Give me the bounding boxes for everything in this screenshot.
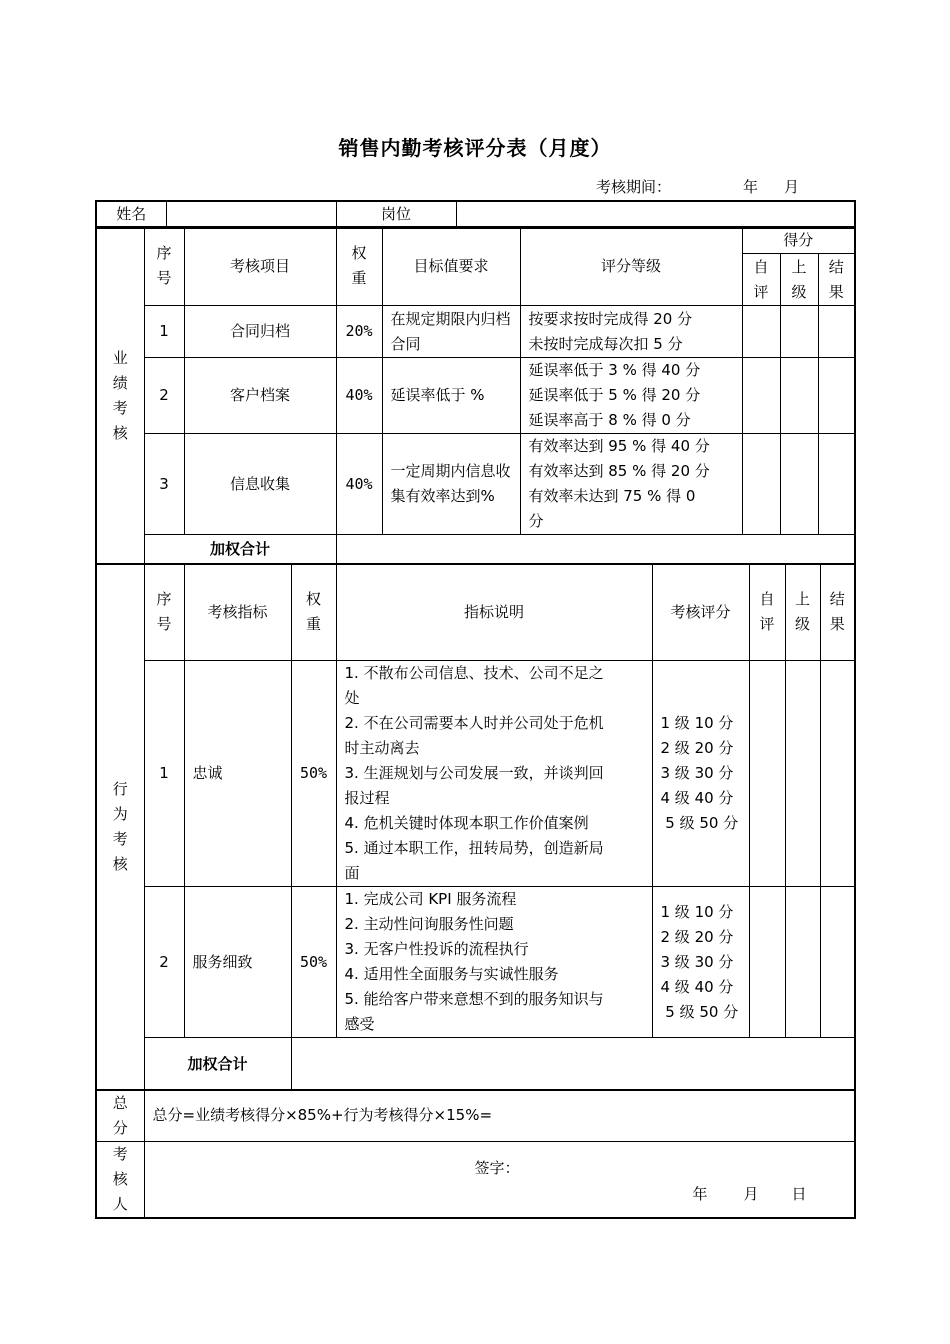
beh-result-cell[interactable] (820, 661, 855, 887)
assessment-period (596, 176, 799, 197)
beh-weight: 50% (291, 887, 336, 1038)
grade-line: 1 级 10 分 (660, 714, 734, 732)
sign-date-day: 日 (791, 1185, 807, 1203)
perf-col-weight-text: 权重 (351, 244, 367, 287)
grade-line: 按要求按时完成得 20 分 (528, 309, 693, 328)
desc-line: 5. 通过本职工作，扭转局势，创造新局 (344, 839, 604, 857)
header-table (95, 200, 856, 229)
grade-line: 1 级 10 分 (660, 902, 734, 921)
beh-item: 忠诚 (184, 661, 291, 887)
total-score-label-text: 总分 (112, 1093, 128, 1137)
beh-col-result (820, 564, 855, 661)
grade-line: 3 级 30 分 (660, 764, 734, 782)
perf-sup-cell[interactable] (780, 306, 818, 358)
performance-section-label (96, 227, 144, 565)
grade-line: 有效率达到 85 % 得 20 分 (528, 462, 710, 480)
reviewer-label-text: 考核人 (112, 1145, 128, 1213)
perf-grade (520, 434, 742, 535)
perf-self-cell[interactable] (742, 434, 780, 535)
table-row (96, 434, 855, 535)
perf-seq: 1 (144, 306, 184, 358)
sign-label: 签字： (474, 1159, 520, 1177)
perf-target: 在规定期限内归档合同 (382, 306, 520, 358)
grade-line: 2 级 20 分 (660, 739, 734, 757)
perf-col-weight (336, 227, 382, 306)
desc-line: 报过程 (344, 789, 390, 807)
perf-col-target: 目标值要求 (382, 227, 520, 306)
perf-result-cell[interactable] (818, 306, 855, 358)
desc-line: 2. 不在公司需要本人时并公司处于危机 (344, 714, 604, 732)
grade-line: 未按时完成每次扣 5 分 (528, 334, 683, 353)
desc-line: 2. 主动性问询服务性问题 (344, 915, 514, 933)
beh-seq: 1 (144, 661, 184, 887)
perf-target: 延误率低于 % (382, 358, 520, 434)
perf-item: 客户档案 (184, 358, 336, 434)
page-title: 销售内勤考核评分表（月度） (338, 136, 612, 160)
desc-line: 时主动离去 (344, 739, 420, 757)
grade-line: 4 级 40 分 (660, 977, 734, 996)
perf-self-cell[interactable] (742, 306, 780, 358)
table-row (96, 887, 855, 1038)
perf-weight: 40% (336, 434, 382, 535)
table-row (96, 661, 855, 887)
desc-line: 处 (344, 689, 360, 707)
beh-grade (652, 887, 749, 1038)
beh-col-sup-text: 上级 (794, 590, 810, 633)
period-label: 考核期间： (596, 178, 672, 196)
total-score-formula: 总分=业绩考核得分×85%+行为考核得分×15%= (144, 1090, 855, 1142)
beh-self-cell[interactable] (749, 661, 785, 887)
grade-line: 5 级 50 分 (660, 814, 739, 832)
perf-grade (520, 358, 742, 434)
behavior-table (95, 563, 856, 1091)
perf-col-grade: 评分等级 (520, 227, 742, 306)
beh-result-cell[interactable] (820, 887, 855, 1038)
beh-self-cell[interactable] (749, 887, 785, 1038)
beh-col-desc: 指标说明 (336, 564, 652, 661)
beh-col-self (749, 564, 785, 661)
desc-line: 感受 (344, 1015, 375, 1033)
perf-total-cell[interactable] (336, 535, 855, 565)
perf-col-self-text: 自评 (753, 257, 769, 301)
perf-result-cell[interactable] (818, 358, 855, 434)
perf-sup-cell[interactable] (780, 358, 818, 434)
desc-line: 3. 无客户性投诉的流程执行 (344, 940, 529, 958)
desc-line: 4. 危机关键时体现本职工作价值案例 (344, 814, 589, 832)
perf-col-seq (144, 227, 184, 306)
perf-result-cell[interactable] (818, 434, 855, 535)
perf-item: 信息收集 (184, 434, 336, 535)
sign-date (693, 1182, 807, 1207)
perf-self-cell[interactable] (742, 358, 780, 434)
post-label: 岗位 (336, 201, 456, 228)
beh-desc (336, 887, 652, 1038)
perf-col-sup-text: 上级 (791, 257, 807, 301)
beh-seq: 2 (144, 887, 184, 1038)
performance-section-text: 业绩考核 (112, 348, 128, 442)
perf-col-score: 得分 (742, 227, 855, 254)
table-row (96, 306, 855, 358)
grade-line: 有效率未达到 75 % 得 0 (528, 487, 696, 505)
post-field[interactable] (456, 201, 855, 228)
perf-col-seq-text: 序号 (156, 244, 172, 287)
perf-total-label: 加权合计 (144, 535, 336, 565)
perf-col-self (742, 254, 780, 306)
beh-col-sup (785, 564, 820, 661)
perf-seq: 3 (144, 434, 184, 535)
table-row (96, 358, 855, 434)
summary-table (95, 1089, 856, 1219)
beh-desc (336, 661, 652, 887)
desc-line: 4. 适用性全面服务与实诚性服务 (344, 965, 559, 983)
period-month: 月 (784, 178, 800, 196)
beh-weight: 50% (291, 661, 336, 887)
desc-line: 1. 不散布公司信息、技术、公司不足之 (344, 664, 604, 682)
grade-line: 分 (528, 512, 544, 530)
beh-item: 服务细致 (184, 887, 291, 1038)
perf-col-item: 考核项目 (184, 227, 336, 306)
grade-line: 4 级 40 分 (660, 789, 734, 807)
perf-seq: 2 (144, 358, 184, 434)
period-year: 年 (743, 178, 759, 196)
beh-col-weight-text: 权重 (305, 590, 321, 633)
behavior-section-text: 行为考核 (112, 780, 128, 873)
desc-line: 1. 完成公司 KPI 服务流程 (344, 890, 517, 908)
perf-weight: 40% (336, 358, 382, 434)
beh-total-cell[interactable] (291, 1038, 855, 1091)
beh-col-grade: 考核评分 (652, 564, 749, 661)
grade-line: 延误率低于 5 % 得 20 分 (528, 386, 701, 404)
grade-line: 延误率低于 3 % 得 40 分 (528, 361, 701, 379)
reviewer-label (96, 1142, 144, 1219)
grade-line: 有效率达到 95 % 得 40 分 (528, 437, 710, 455)
beh-col-self-text: 自评 (759, 590, 775, 633)
beh-col-seq-text: 序号 (156, 590, 172, 633)
perf-item: 合同归档 (184, 306, 336, 358)
perf-grade (520, 306, 742, 358)
perf-weight: 20% (336, 306, 382, 358)
perf-col-sup (780, 254, 818, 306)
beh-col-item: 考核指标 (184, 564, 291, 661)
perf-sup-cell[interactable] (780, 434, 818, 535)
desc-line: 面 (344, 864, 360, 882)
beh-sup-cell[interactable] (785, 661, 820, 887)
beh-col-weight (291, 564, 336, 661)
beh-grade (652, 661, 749, 887)
beh-total-label: 加权合计 (144, 1038, 291, 1091)
beh-col-result-text: 结果 (829, 590, 845, 633)
reviewer-sign-cell[interactable] (144, 1142, 855, 1219)
sign-date-year: 年 (692, 1185, 708, 1203)
grade-line: 2 级 20 分 (660, 927, 734, 946)
total-score-label (96, 1090, 144, 1142)
grade-line: 延误率高于 8 % 得 0 分 (528, 411, 691, 429)
perf-col-result (818, 254, 855, 306)
desc-line: 3. 生涯规划与公司发展一致，并谈判回 (344, 764, 604, 782)
perf-col-result-text: 结果 (828, 257, 844, 301)
perf-target: 一定周期内信息收集有效率达到% (382, 434, 520, 535)
beh-sup-cell[interactable] (785, 887, 820, 1038)
sign-date-month: 月 (743, 1185, 759, 1203)
desc-line: 5. 能给客户带来意想不到的服务知识与 (344, 990, 604, 1008)
beh-col-seq (144, 564, 184, 661)
behavior-section-label (96, 564, 144, 1091)
name-label: 姓名 (96, 201, 166, 228)
grade-line: 3 级 30 分 (660, 952, 734, 971)
name-field[interactable] (166, 201, 336, 228)
grade-line: 5 级 50 分 (660, 1002, 739, 1021)
performance-table (95, 226, 856, 565)
